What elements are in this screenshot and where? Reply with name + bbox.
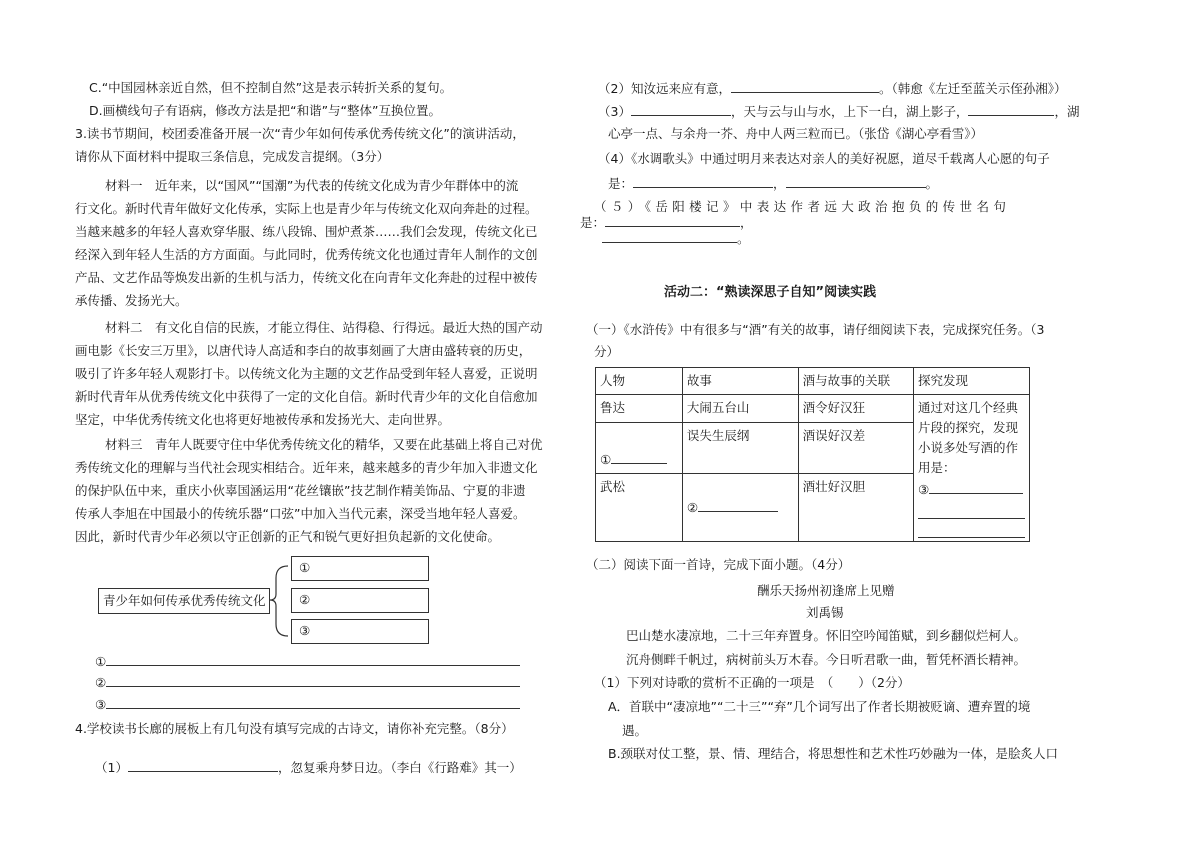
option-b: B.颈联对仗工整，景、情、理结合，将思想性和艺术性巧妙融为一体，是脍炙人口 [608, 746, 1059, 761]
table-cell: 误失生辰纲 [682, 423, 798, 474]
q4-3-blank-1[interactable] [631, 103, 731, 116]
table-cell: 鲁达 [596, 395, 683, 423]
outline-point-box-3[interactable] [291, 619, 429, 644]
poem-author: 刘禹锡 [806, 605, 844, 620]
discovery-blank-1[interactable] [929, 481, 1023, 494]
answer-mark-3: ③ [95, 697, 107, 712]
table-header-cell: 故事 [682, 368, 798, 395]
outline-point-box-1[interactable] [291, 556, 429, 581]
q4-5-prefix: 是： [580, 215, 606, 230]
answer-mark-1: ① [95, 654, 107, 669]
outline-topic-box [98, 588, 270, 614]
table-blank-2[interactable] [698, 499, 778, 512]
question-4-2 [598, 80, 1066, 97]
shuihu-table [595, 367, 1030, 542]
table-header-row [596, 368, 1030, 395]
outline-topic-label: 青少年如何传承优秀传统文化 [103, 593, 266, 608]
part-2-heading: （二）阅读下面一首诗，完成下面小题。（4分） [586, 557, 851, 572]
table-cell-blank-2[interactable] [682, 474, 798, 542]
answer-line-2[interactable] [95, 674, 520, 691]
blank-mark-3: ③ [918, 482, 930, 497]
table-header-cell: 酒与故事的关联 [798, 368, 913, 395]
table-cell: 酒误好汉差 [798, 423, 913, 474]
material-1-line: 产品、文艺作品等焕发出新的生机与活力，传统文化在向青年文化奔赴的过程中被传 [75, 270, 538, 285]
outline-mark-2: ② [299, 592, 311, 607]
discovery-text: 通过对这几个经典片段的探究，发现小说多处写酒的作用是： [918, 400, 1019, 475]
material-1-line: 材料一 近年来，以“国风”“国潮”为代表的传统文化成为青少年群体中的流 [105, 178, 519, 193]
q4-2-blank[interactable] [731, 80, 879, 93]
question-4-5-line3 [602, 230, 750, 247]
poem-line-2: 沉舟侧畔千帆过，病树前头万木春。今日听君歌一曲，暂凭杯酒长精神。 [626, 652, 1027, 667]
answer-blank-3[interactable] [106, 696, 520, 709]
q4-5-blank-2[interactable] [602, 230, 737, 243]
table-header-cell: 探究发现 [914, 368, 1030, 395]
q4-3-mid: ，天与云与山与水，上下一白，湖上影子， [730, 104, 969, 119]
part-1-line2: 分） [594, 344, 620, 359]
option-a-line1: A．首联中“凄凉地”“二十三”“弃”几个词写出了作者长期被贬谪、遭弃置的境 [608, 699, 1031, 714]
discovery-blank-2[interactable] [918, 502, 1025, 519]
table-cell-blank-1[interactable] [596, 423, 683, 474]
q4-5-period: 。 [737, 231, 750, 246]
q4-4-blank-1[interactable] [633, 175, 773, 188]
material-3-line: 秀传统文化的理解与当代社会现实相结合。近年来，越来越多的青少年加入非遗文化 [75, 460, 538, 475]
material-2-line: 新时代青年从优秀传统文化中获得了一定的文化自信。新时代青少年的文化自信愈加 [75, 389, 538, 404]
material-1-line: 行文化。新时代青年做好文化传承，实际上也是青少年与传统文化双向奔赴的过程。 [75, 201, 538, 216]
table-header-cell: 人物 [596, 368, 683, 395]
q4-4-comma: ， [773, 176, 786, 191]
blank-mark-2: ② [686, 499, 699, 515]
outline-mark-3: ③ [299, 623, 311, 638]
q4-2-tail: 。（韩愈《左迁至蓝关示侄孙湘》） [878, 81, 1067, 96]
answer-line-1[interactable] [95, 653, 520, 670]
material-2-line: 画电影《长安三万里》，以唐代诗人高适和李白的故事刻画了大唐由盛转衰的历史， [75, 343, 532, 358]
q4-3-blank-2[interactable] [968, 103, 1054, 116]
option-c: C.“中国园林亲近自然，但不控制自然”这是表示转折关系的复句。 [89, 80, 453, 95]
q4-1-number: （1） [95, 760, 128, 775]
answer-blank-1[interactable] [106, 653, 520, 666]
table-row [596, 395, 1030, 423]
question-4-3 [598, 103, 1079, 120]
question-4-5-line1: （５）《岳阳楼记》中表达作者远大政治抱负的传世名句 [594, 199, 1011, 214]
option-d: D.画横线句子有语病，修改方法是把“和谐”与“整体”互换位置。 [89, 103, 442, 118]
sub-question-1: （1）下列对诗歌的赏析不正确的一项是 （ ）（2分） [594, 675, 910, 690]
material-2-line: 坚定，中华优秀传统文化也将更好地被传承和发扬光大、走向世界。 [75, 412, 451, 427]
question-4-3-line2: 心亭一点、与余舟一芥、舟中人两三粒而已。（张岱《湖心亭看雪》） [608, 126, 984, 141]
discovery-cell [914, 395, 1030, 542]
answer-line-3[interactable] [95, 696, 520, 713]
discovery-answer-3[interactable] [918, 480, 1025, 500]
q4-3-number: （3） [598, 104, 631, 119]
poem-title: 酬乐天扬州初逢席上见赠 [757, 583, 895, 598]
outline-mark-1: ① [299, 560, 311, 575]
answer-mark-2: ② [95, 675, 107, 690]
q4-3-tail: ，湖 [1054, 104, 1080, 119]
q4-2-text: （2）知汝远来应有意， [598, 81, 731, 96]
discovery-blank-3[interactable] [918, 521, 1025, 538]
material-1-line: 经深入到年轻人生活的方方面面。与此同时，优秀传统文化也通过青年人制作的文创 [75, 247, 538, 262]
material-1-line: 承传播、发扬光大。 [75, 293, 188, 308]
material-3-line: 的保护队伍中来，重庆小伙辜国涵运用“花丝镶嵌”技艺制作精美饰品、宁夏的非遗 [75, 483, 526, 498]
outline-point-box-2[interactable] [291, 588, 429, 613]
material-3-line: 因此，新时代青少年必须以守正创新的正气和锐气更好担负起新的文化使命。 [75, 529, 501, 544]
outline-brace [268, 562, 292, 642]
option-a-line2: 遇。 [622, 723, 648, 738]
table-cell: 大闹五台山 [682, 395, 798, 423]
table-blank-1[interactable] [611, 451, 667, 464]
q4-4-period: 。 [925, 176, 939, 191]
material-2-line: 材料二 有文化自信的民族，才能立得住、站得稳、行得远。最近大热的国产动 [105, 320, 543, 335]
material-3-line: 传承人李旭在中国最小的传统乐器“口弦”中加入当代元素，深受当地年轻人喜爱。 [75, 506, 526, 521]
question-4-1 [95, 759, 522, 776]
q4-5-comma: ， [740, 215, 753, 230]
material-3-line: 材料三 青年人既要守住中华优秀传统文化的精华，又要在此基础上将自己对优 [105, 437, 543, 452]
question-3-line2: 请你从下面材料中提取三条信息，完成发言提纲。（3分） [75, 149, 390, 164]
question-4-4-line2 [608, 175, 938, 192]
table-cell: 酒壮好汉胆 [798, 474, 913, 542]
question-3-line1: 3.读书节期间，校团委准备开展一次“青少年如何传承优秀传统文化”的演讲活动， [75, 126, 525, 141]
question-4: 4.学校读书长廊的展板上有几句没有填写完成的古诗文，请你补充完整。（8分） [75, 721, 514, 736]
activity-2-heading: 活动二：“熟读深思子自知”阅读实践 [664, 285, 877, 300]
q4-5-blank-1[interactable] [605, 214, 740, 227]
material-1-line: 当越来越多的年轻人喜欢穿华服、练八段锦、围炉煮茶……我们会发现，传统文化已 [75, 224, 538, 239]
part-1-line1: （一）《水浒传》中有很多与“酒”有关的故事，请仔细阅读下表，完成探究任务。（3 [586, 322, 1045, 337]
q4-4-prefix: 是： [608, 176, 634, 191]
table-cell: 酒令好汉狂 [798, 395, 913, 423]
question-4-5-line2 [580, 214, 753, 231]
q4-1-text: ，忽复乘舟梦日边。（李白《行路难》其一） [277, 760, 522, 775]
q4-1-blank[interactable] [128, 759, 278, 772]
question-4-4-line1: （4）《水调歌头》中通过明月来表达对亲人的美好祝愿，道尽千载离人心愿的句子 [598, 151, 1050, 166]
blank-mark-1: ① [600, 452, 612, 468]
material-2-line: 吸引了许多年轻人观影打卡。以传统文化为主题的文艺作品受到年轻人喜爱，正说明 [75, 366, 538, 381]
q4-4-blank-2[interactable] [786, 175, 926, 188]
poem-line-1: 巴山楚水凄凉地，二十三年弃置身。怀旧空吟闻笛赋，到乡翻似烂柯人。 [626, 628, 1027, 643]
table-cell: 武松 [596, 474, 683, 542]
answer-blank-2[interactable] [106, 674, 520, 687]
